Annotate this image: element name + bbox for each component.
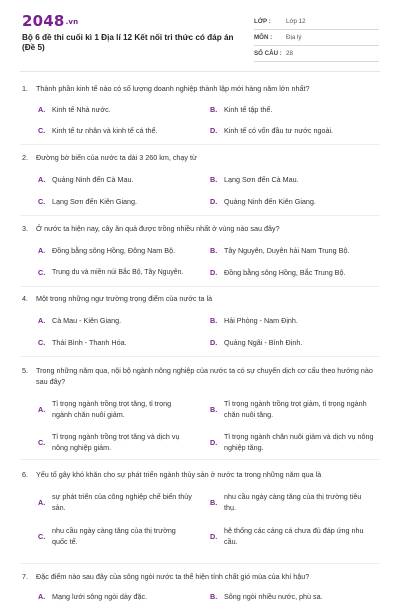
option-text: Kinh tế tập thể. bbox=[224, 105, 273, 114]
option-letter: C. bbox=[38, 532, 46, 541]
option-text: Lạng Sơn đến Cà Mau. bbox=[224, 175, 299, 184]
option-text: Tỉ trọng ngành trồng trọt giảm, tỉ trọng ngành chăn nuôi tăng. bbox=[224, 399, 367, 419]
meta-label: MÔN : bbox=[254, 34, 273, 41]
divider bbox=[20, 459, 380, 460]
option-text: Quảng Ninh đến Kiên Giang. bbox=[224, 197, 316, 206]
option-letter: B. bbox=[210, 246, 218, 255]
option-text: Sông ngòi nhiều nước, phù sa. bbox=[224, 592, 323, 601]
option-text: Thái Bình - Thanh Hóa. bbox=[52, 338, 127, 347]
option-letter: C. bbox=[38, 438, 46, 447]
option-letter: D. bbox=[210, 197, 218, 206]
question-text: Trong những năm qua, nội bộ ngành nông nghiệp của nước ta có sự chuyển dịch cơ cấu theo hướng nào sau đây? bbox=[36, 366, 373, 386]
option-text: Hải Phòng - Nam Định. bbox=[224, 316, 298, 325]
option-letter: B. bbox=[210, 105, 218, 114]
option-letter: D. bbox=[210, 438, 218, 447]
meta-value[interactable]: Địa lý bbox=[286, 34, 302, 41]
question-number: 2. bbox=[22, 153, 28, 162]
option-text: Lạng Sơn đến Kiên Giang. bbox=[52, 197, 138, 206]
divider bbox=[20, 286, 380, 287]
option-letter: C. bbox=[38, 197, 46, 206]
option-letter: A. bbox=[38, 105, 46, 114]
divider bbox=[20, 144, 380, 145]
logo-text: 2048 bbox=[22, 12, 65, 30]
option-text: Đồng bằng sông Hồng, Đông Nam Bộ. bbox=[52, 246, 176, 255]
question-text: Đặc điểm nào sau đây của sông ngòi nước ta thể hiện tính chất gió mùa của khí hậu? bbox=[36, 572, 310, 581]
question-text: Thành phần kinh tế nào có số lượng doanh nghiệp thành lập mới hàng năm lớn nhất? bbox=[36, 84, 310, 93]
page-header bbox=[0, 0, 400, 66]
option-text: Tây Nguyên, Duyên hải Nam Trung Bộ. bbox=[224, 246, 350, 255]
question-text: Một trong những ngư trường trọng điểm của nước ta là bbox=[36, 294, 213, 303]
option-letter: D. bbox=[210, 268, 218, 277]
option-letter: D. bbox=[210, 338, 218, 347]
option-text: Kinh tế Nhà nước. bbox=[52, 105, 111, 114]
header-divider bbox=[20, 71, 380, 72]
meta-row-class bbox=[254, 14, 379, 30]
question-number: 7. bbox=[22, 572, 28, 581]
option-text: hệ thống các cảng cá chưa đủ đáp ứng nhu cầu. bbox=[224, 526, 364, 546]
option-text: Cà Mau - Kiên Giang. bbox=[52, 316, 122, 325]
question-number: 1. bbox=[22, 84, 28, 93]
option-text: sự phát triển của công nghiệp chế biến thủy sản. bbox=[52, 492, 192, 512]
question-number: 4. bbox=[22, 294, 28, 303]
option-letter: B. bbox=[210, 498, 218, 507]
divider bbox=[20, 215, 380, 216]
option-text: Kinh tế có vốn đầu tư nước ngoài. bbox=[224, 126, 334, 135]
option-text: Mạng lưới sông ngòi dày đặc. bbox=[52, 592, 148, 601]
option-text: Tỉ trọng ngành trồng trọt tăng và dịch vụ nông nghiệp giảm. bbox=[52, 432, 180, 452]
option-letter: B. bbox=[210, 592, 218, 601]
option-letter: B. bbox=[210, 175, 218, 184]
meta-row-count bbox=[254, 46, 379, 62]
option-letter: C. bbox=[38, 338, 46, 347]
logo-suffix: .vn bbox=[65, 17, 79, 26]
divider bbox=[20, 563, 380, 564]
option-text: nhu cầu ngày càng tăng của thị trường tiêu thụ. bbox=[224, 492, 362, 512]
option-text: Đồng bằng sông Hồng, Bắc Trung Bộ. bbox=[224, 268, 346, 277]
option-text: Quảng Ninh đến Cà Mau. bbox=[52, 175, 134, 184]
meta-row-subject bbox=[254, 30, 379, 46]
meta-label: LỚP : bbox=[254, 18, 271, 25]
meta-label: SỐ CÂU : bbox=[254, 50, 282, 57]
option-letter: D. bbox=[210, 532, 218, 541]
question-number: 3. bbox=[22, 224, 28, 233]
meta-value: 28 bbox=[286, 50, 293, 57]
option-text: Trung du và miền núi Bắc Bộ, Tây Nguyên. bbox=[52, 269, 184, 276]
option-letter: D. bbox=[210, 126, 218, 135]
divider bbox=[20, 356, 380, 357]
question-text: Ở nước ta hiện nay, cây ăn quả được trồng nhiều nhất ở vùng nào sau đây? bbox=[36, 224, 280, 233]
option-letter: B. bbox=[210, 405, 218, 414]
question-text: Đường bờ biển của nước ta dài 3 260 km, chạy từ bbox=[36, 153, 197, 162]
question-number: 6. bbox=[22, 470, 28, 479]
option-letter: A. bbox=[38, 498, 46, 507]
option-text: Quảng Ngãi - Bình Định. bbox=[224, 338, 303, 347]
option-text: Tỉ trọng ngành trồng trọt tăng, tỉ trọng ngành chăn nuôi giảm. bbox=[52, 399, 172, 419]
question-number: 5. bbox=[22, 366, 28, 375]
question-text: Yếu tố gây khó khăn cho sự phát triển ngành thủy sản ở nước ta trong những năm qua là bbox=[36, 470, 322, 479]
site-logo[interactable] bbox=[22, 12, 78, 30]
option-text: Kinh tế tư nhân và kinh tế cá thể. bbox=[52, 126, 158, 135]
option-letter: A. bbox=[38, 592, 46, 601]
option-letter: A. bbox=[38, 405, 46, 414]
option-letter: A. bbox=[38, 175, 46, 184]
option-letter: B. bbox=[210, 316, 218, 325]
option-letter: C. bbox=[38, 126, 46, 135]
option-letter: C. bbox=[38, 268, 46, 277]
page-title: Bộ 6 đề thi cuối kì 1 Địa lí 12 Kết nối tri thức có đáp án (Đề 5) bbox=[22, 33, 234, 52]
option-letter: A. bbox=[38, 316, 46, 325]
meta-value[interactable]: Lớp 12 bbox=[286, 18, 306, 25]
option-text: nhu cầu ngày càng tăng của thị trường quốc tế. bbox=[52, 526, 176, 546]
option-text: Tỉ trọng ngành chăn nuôi giảm và dịch vụ nông nghiệp tăng. bbox=[224, 432, 374, 452]
exam-meta bbox=[254, 14, 379, 62]
option-letter: A. bbox=[38, 246, 46, 255]
